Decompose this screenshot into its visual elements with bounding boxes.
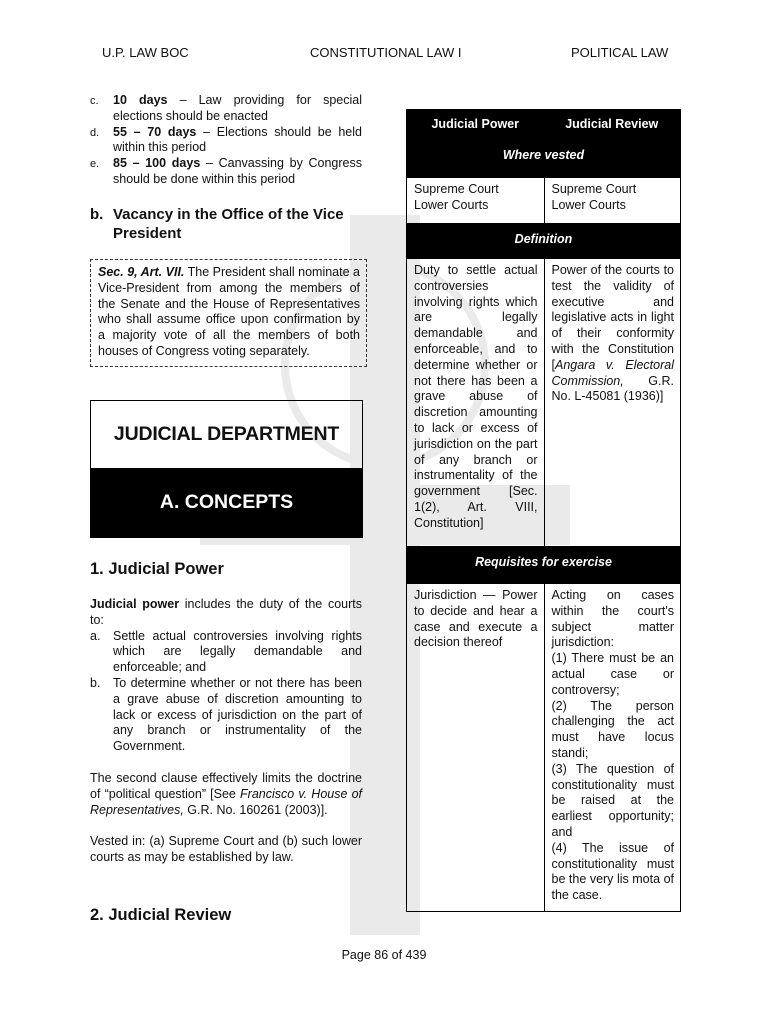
item-text: To determine whether or not there has been a grave abuse of discretion amounting to lack or excess of jurisdiction on the part of any branch or instrumentality of the Government.: [113, 675, 362, 754]
list-marker: a.: [90, 628, 101, 643]
intro-paragraph: [90, 597, 362, 629]
item-text: – Law providing for special elections should be enacted: [113, 93, 362, 123]
list-marker: b.: [90, 675, 101, 690]
elections-list: [90, 93, 362, 188]
cell-line: (4) The issue of constitutionality must be the very lis mota of the case.: [551, 840, 674, 903]
list-item: [90, 629, 362, 676]
judicial-department-box: [90, 400, 363, 538]
judicial-power-heading: 1. Judicial Power: [90, 560, 224, 578]
cell-text: Power of the courts to test the validity of executive and legislative acts in light of their conformity with the Constitution [: [551, 263, 674, 372]
list-marker: c.: [90, 95, 99, 107]
header-right: POLITICAL LAW: [571, 45, 669, 60]
para-text: G.R. No. 160261 (2003)].: [183, 802, 328, 817]
cell-line: (1) There must be an actual case or controversy;: [551, 651, 674, 697]
section-label: Where vested: [502, 148, 585, 162]
judicial-power-body: [90, 597, 362, 866]
para-text: The second clause effectively limits the doctrine of “political question” [See: [90, 770, 362, 801]
vacancy-heading: [90, 205, 362, 243]
sec9-text: The President shall nominate a Vice-President from among the members of the Senate and the House of Representatives who shall assume office upon confirmation by a majority vote of all the members of both houses of Congress voting separately.: [98, 265, 360, 358]
table-cell: [407, 178, 544, 223]
item-bold: 10 days: [113, 93, 168, 107]
intro-bold: Judicial power: [90, 597, 180, 611]
table-row: [407, 178, 680, 223]
table-cell: Jurisdiction — Power to decide and hear a case and execute a decision thereof: [414, 588, 538, 650]
cell-line: Supreme Court: [414, 182, 499, 196]
intro-rest: includes the duty of the courts to:: [90, 597, 362, 627]
heading-text: Vacancy in the Office of the Vice President: [113, 206, 344, 242]
cell-line: (3) The question of constitutionality must be raised at the earliest opportunity; and: [551, 761, 674, 839]
heading-label: b.: [90, 206, 104, 223]
table-cell: [544, 584, 681, 911]
item-text: – Elections should be held within this period: [113, 124, 362, 155]
list-marker: d.: [90, 126, 100, 139]
item-bold: 55 – 70 days: [113, 124, 197, 139]
political-question-paragraph: [90, 771, 362, 818]
cell-line: Supreme Court: [551, 182, 637, 196]
case-citation: Francisco v. House of Representatives,: [90, 786, 362, 817]
list-item: [90, 156, 362, 188]
comparison-table: [406, 109, 681, 912]
table-cell: Duty to settle actual controversies involving rights which are legally demandable and enforceable, and to determine whether or not there has been a grave abuse of discretion amounting to lack or excess of jurisdiction on the part of any branch or instrumentality of the government [Sec. 1(2), Art. VIII, Constitution]: [414, 263, 538, 530]
list-item: [90, 93, 362, 125]
cell-line: Lower Courts: [414, 197, 489, 212]
column-header: Judicial Review: [565, 117, 659, 132]
judicial-review-heading: 2. Judicial Review: [90, 906, 232, 924]
item-text: – Canvassing by Congress should be done within this period: [113, 156, 363, 186]
vested-paragraph: Vested in: (a) Supreme Court and (b) such lower courts as may be established by law.: [90, 834, 362, 865]
sec9-citation: Sec. 9, Art. VII.: [98, 265, 185, 279]
section-label: Definition: [407, 223, 680, 259]
judicial-department-title: JUDICIAL DEPARTMENT: [113, 423, 340, 445]
sec9-quote-box: [90, 259, 367, 367]
cell-line: Lower Courts: [551, 197, 626, 212]
item-text: Settle actual controversies involving rights which are legally demandable and enforceable; and: [113, 628, 362, 675]
case-citation: Angara v. Electoral Commission,: [551, 357, 674, 388]
cell-line: Acting on cases within the court's subject matter jurisdiction:: [551, 588, 674, 650]
header-center: CONSTITUTIONAL LAW I: [310, 45, 462, 60]
item-bold: 85 – 100 days: [113, 156, 201, 171]
table-cell: [544, 259, 681, 546]
list-item: [90, 125, 362, 157]
list-item: [90, 676, 362, 755]
column-header: Judicial Power: [431, 117, 520, 132]
table-header: [407, 110, 680, 178]
concepts-title: A. CONCEPTS: [91, 468, 362, 537]
table-row: [407, 259, 680, 546]
section-label: Requisites for exercise: [407, 546, 680, 584]
page-number: Page 86 of 439: [341, 948, 427, 962]
header-left: U.P. LAW BOC: [102, 45, 189, 60]
table-row: [407, 584, 680, 911]
table-cell: [544, 178, 681, 223]
list-marker: e.: [90, 158, 100, 171]
cell-text: G.R. No. L-45081 (1936)]: [551, 373, 674, 404]
cell-line: (2) The person challenging the act must have locus standi;: [551, 698, 674, 760]
